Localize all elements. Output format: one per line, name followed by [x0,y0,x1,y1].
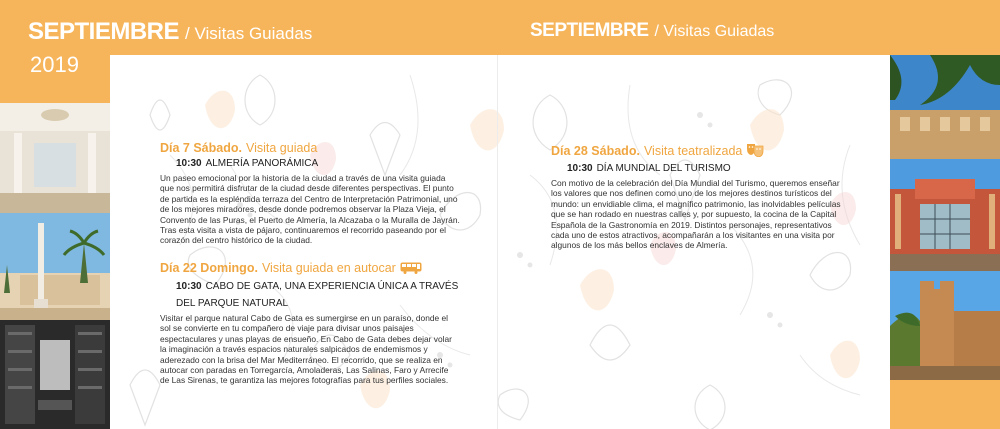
event-description: Visitar el parque natural Cabo de Gata es sumergirse en un paraíso, donde el sol se convierte en tu compañero de viaje para divisar unos paisajes espectaculares y unas playas de ensueño. En Cabo de Gata debes dejar volar la imaginación a través espacios naturales salpicados de endemismos y aderezado con la brisa del Mar Mediterráneo. El recorrido, que se realiza en autocar con paradas en Torregarcía, Amoladeras, Las Salinas, Faro y Arrecife de Las Sirenas, te garantiza las mejores fotografías para tus perfiles sociales. [160,313,452,386]
event-day: Día 7 Sábado. [160,141,242,155]
event-card [551,143,851,251]
header-left [28,18,312,46]
page-divider [497,55,498,429]
event-description: Con motivo de la celebración del Día Mundial del Turismo, queremos enseñar los valores que nos definen como uno de los mejores destinos turísticos del mundo: un envidiable clima, el magnífico patrimonio, las inolvidables películas que se han rodado en nuestras calles y, por supuesto, la cocina de la Capital Española de la Gastronomía en 2019. Distintos personajes, representativos cada uno de estos atractivos, acompañarán a los visitantes en una visita por algunos de los más bellos enclaves de Almería. [551,178,841,251]
event-title [160,261,460,278]
section-subtitle: / Visitas Guiadas [185,24,313,43]
event-kind: Visita guiada [245,141,318,155]
event-title [551,143,851,161]
event-name: CABO DE GATA, UNA EXPERIENCIA ÚNICA A TRAVÉS DEL PARQUE NATURAL [176,281,459,309]
event-time-name [176,278,460,312]
event-name: ALMERÍA PANORÁMICA [205,158,319,169]
event-kind: Visita teatralizada [643,144,743,158]
event-description: Un paseo emocional por la historia de la ciudad a través de una visita guiada que nos permitirá disfrutar de la ciudad desde diferentes perspectivas. El punto de partida es la espléndida terraza del Centro de Interpretación Patrimonial, uno de los mejores miradores, desde donde podremos observar la Plaza Vieja, el Convento de las Puras, el Puerto de Almería, la Alcazaba o la Muralla de Jayrán. Tras esta visita a vista de pájaro, continuaremos el recorrido paseando por el corazón del centro histórico de la ciudad. [160,173,460,246]
theater-masks-icon [746,143,764,161]
event-kind: Visita guiada en autocar [261,261,396,275]
event-day: Día 28 Sábado. [551,144,640,158]
month-title: SEPTIEMBRE [28,18,180,45]
event-time: 10:30 [176,158,202,169]
event-time-name [567,161,851,177]
photo-library-interior [0,320,110,429]
photo-palm-building [890,55,1000,159]
event-time-name [176,156,460,172]
event-time: 10:30 [567,163,593,174]
event-name: DÍA MUNDIAL DEL TURISMO [596,163,731,174]
photo-plaza-monument [0,213,110,320]
photo-interior-salon [0,103,110,213]
event-title [160,141,460,156]
section-subtitle-right: / Visitas Guiadas [654,23,775,40]
photo-alcazaba [890,271,1000,380]
right-accent-bottom [890,380,1000,429]
bus-icon [400,262,422,278]
event-card [160,141,460,246]
month-title-right: SEPTIEMBRE [530,20,649,41]
event-card [160,261,460,386]
event-time: 10:30 [176,281,202,292]
photo-train-station [890,159,1000,271]
event-day: Día 22 Domingo. [160,261,258,275]
header-right [530,20,774,42]
year-label: 2019 [30,52,79,77]
